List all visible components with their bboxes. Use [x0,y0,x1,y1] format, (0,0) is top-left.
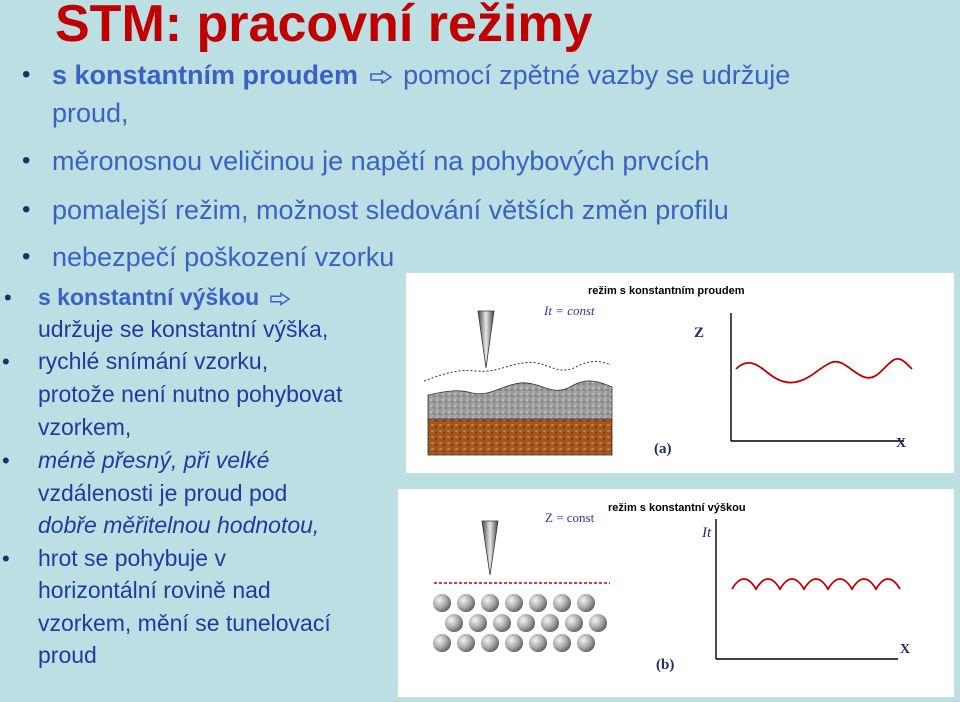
bullet-item [22,144,710,178]
bullet-dot: • [2,546,10,571]
sample-surface [428,381,612,419]
mode-height-line: • méně přesný, při velké [38,445,269,476]
stm-tip-icon [478,311,494,368]
tip-trajectory [424,362,611,382]
mode-height-heading-line [4,282,294,313]
bullet-item [22,193,729,227]
figure-b-label: (b) [656,657,675,673]
bullet-constant-current [22,58,952,92]
mode-height-line: dobře měřitelnou hodnotou, [38,512,320,538]
arrow-right-icon [270,292,290,306]
mode-current-continuation-line2: proud, [52,98,129,128]
bullet-item [22,240,395,274]
bullet-dot: • [2,448,10,473]
current-profile-curve [732,579,900,589]
bullet-dot: • [22,243,31,270]
mode-height-line: horizontální rovině nad [38,577,271,603]
figure-b-svg [398,489,954,697]
bullet-dot: • [2,349,10,374]
figure-a-title: režim s konstantním proudem [588,285,745,297]
figure-b-y-label: It [702,525,712,541]
stm-tip-icon [482,521,498,575]
figure-b-title: režim s konstantní výškou [608,502,746,514]
point-text: nebezpečí poškození vzorku [52,242,395,272]
mode-height-heading: s konstantní výškou [38,284,260,310]
mode-height-line: • hrot se pohybuje v [38,543,226,574]
figure-a-svg [406,273,954,473]
mode-height-line: protože není nutno pohybovat [38,381,343,407]
mode-height-line: vzorkem, mění se tunelovací [38,610,331,636]
arrow-right-icon [370,70,392,84]
figure-constant-height [398,489,954,697]
figure-constant-current [406,273,954,473]
mode-height-line: vzorkem, [38,414,132,440]
bullet-dot: • [22,196,31,223]
sample-substrate [428,419,612,455]
mode-height-line: vzdálenosti je proud pod [38,480,288,506]
bullet-dot: • [4,285,12,310]
mode-height-line: • rychlé snímání vzorku, [38,346,268,377]
page-title: STM: pracovní režimy [55,0,593,53]
figure-b-x-label: X [900,642,911,657]
figure-a-condition: It = const [544,303,595,318]
mode-current-heading: s konstantním proudem [52,60,359,90]
atom-lattice [433,594,607,652]
mode-height-line: udržuje se konstantní výška, [38,316,329,342]
figure-a-y-label: Z [694,325,705,341]
z-profile-curve [736,359,912,383]
point-text: pomalejší režim, možnost sledování větších změn profilu [52,195,729,225]
bullet-dot: • [22,147,31,174]
figure-a-label: (a) [654,441,672,457]
mode-current-continuation: pomocí zpětné vazby se udržuje [403,60,791,90]
figure-b-condition: Z = const [545,510,595,525]
figure-a-x-label: X [896,436,907,451]
point-text: měronosnou veličinou je napětí na pohybových prvcích [52,146,710,176]
bullet-dot: • [22,61,31,88]
mode-height-line: proud [38,642,97,668]
